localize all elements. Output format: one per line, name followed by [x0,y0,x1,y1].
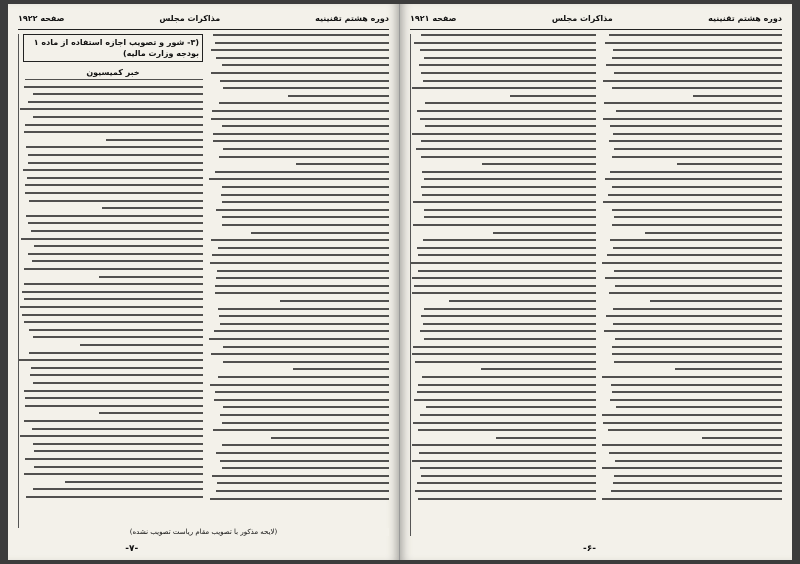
text-line [610,125,782,127]
text-line [223,148,389,150]
text-line [213,140,389,142]
text-line [271,437,389,439]
text-line [215,171,389,173]
text-line [424,57,595,59]
text-line [603,201,782,203]
text-line [222,467,389,469]
text-line [421,72,595,74]
text-line [412,444,595,446]
text-line [221,194,389,196]
text-line [602,414,782,416]
text-line [421,34,596,36]
text-line [602,262,782,264]
text-line [24,321,203,323]
text-line [412,87,596,89]
text-line [616,110,782,112]
text-line [29,329,203,331]
text-line [32,428,203,430]
right-page-column-right [602,34,783,536]
text-line [219,156,389,158]
text-line [288,95,389,97]
text-line [612,57,782,59]
text-line [613,49,782,51]
text-line [26,215,203,217]
text-line [645,232,782,234]
text-line [412,277,595,279]
text-line [615,460,782,462]
text-line [24,131,203,133]
text-line [612,209,782,211]
text-line [25,184,203,186]
text-line [419,452,596,454]
text-line [212,475,389,477]
text-line [218,308,389,310]
left-header-title: مذاکرات مجلس [159,13,221,23]
text-line [216,57,389,59]
text-line [677,163,782,165]
text-line [22,291,203,293]
text-line [418,384,596,386]
text-line [605,42,782,44]
text-line [215,292,389,294]
text-line [613,308,782,310]
text-line [611,384,782,386]
text-line [425,125,596,127]
text-line [29,352,203,354]
text-line [211,72,389,74]
text-line [420,49,595,51]
text-line [209,338,389,340]
text-line [33,488,203,490]
text-line [209,178,389,180]
text-line [216,490,389,492]
text-line [24,473,203,475]
text-line [65,481,203,483]
text-line [28,253,203,255]
text-line [24,283,203,285]
left-page-column-right [209,34,389,536]
text-line [610,171,782,173]
text-line [481,368,596,370]
text-line [650,300,782,302]
text-line [412,133,595,135]
text-line [420,414,595,416]
text-line [613,323,782,325]
text-line [25,124,203,126]
text-line [24,86,203,88]
text-line [418,254,595,256]
text-line [423,323,595,325]
text-line [411,262,595,264]
text-line [424,308,596,310]
text-line [610,239,782,241]
text-line [616,406,782,408]
text-line [213,429,389,431]
text-line [20,435,203,437]
text-line [420,118,595,120]
text-line [614,216,782,218]
text-line [223,361,389,363]
text-line [22,314,203,316]
text-line [25,405,203,407]
text-line [28,222,203,224]
text-line [223,87,389,89]
text-line [604,330,782,332]
text-line [25,397,203,399]
text-line [214,399,389,401]
text-line [102,207,203,209]
left-page [8,4,400,560]
text-line [413,224,596,226]
text-line [213,34,389,36]
text-line [30,374,203,376]
text-line [420,467,596,469]
text-line [222,64,389,66]
text-line [422,171,596,173]
page-number: -۶- [583,544,596,554]
right-page-column-left [410,34,596,536]
text-line [34,466,203,468]
text-line [25,192,203,194]
text-line [510,95,595,97]
text-line [496,437,596,439]
right-header-title: مذاکرات مجلس [551,13,613,23]
text-line [418,270,595,272]
text-line [602,376,782,378]
text-line [610,399,782,401]
text-line [215,391,389,393]
text-line [614,270,782,272]
text-line [424,209,596,211]
text-line [414,399,595,401]
text-line [675,368,782,370]
text-line [417,110,596,112]
right-page [400,4,792,560]
text-line [614,361,783,363]
text-line [609,292,782,294]
text-line [606,315,782,317]
text-line [80,344,203,346]
right-page-columns [410,34,782,536]
left-page-columns [18,34,389,536]
text-line [602,444,782,446]
text-line [449,300,595,302]
text-line [612,346,782,348]
text-line [28,101,203,103]
text-line [219,102,389,104]
text-line [613,133,782,135]
text-line [32,260,203,262]
text-line [211,239,389,241]
text-line [414,42,596,44]
text-line [607,254,782,256]
page-number: -۷- [125,544,139,554]
text-line [612,353,782,355]
text-line [412,353,596,355]
text-line [615,338,782,340]
text-line [421,140,596,142]
text-line [413,422,595,424]
final-note: (لایحه مذکور با تصویب مقام ریاست تصویب نشده) [18,528,389,536]
text-line [702,437,782,439]
text-line [416,148,596,150]
text-line [20,306,203,308]
text-line [423,239,596,241]
text-line [612,186,782,188]
text-line [26,496,203,498]
text-line [425,102,596,104]
text-line [24,390,203,392]
text-line [210,384,389,386]
text-line [417,247,596,249]
text-line [216,452,389,454]
text-line [613,247,782,249]
text-line [423,80,596,82]
text-line [31,230,203,232]
text-line [421,186,596,188]
text-line [19,359,203,361]
text-line [222,224,389,226]
text-line [608,194,782,196]
text-line [609,452,782,454]
text-line [608,429,782,431]
text-line [493,232,596,234]
text-line [211,118,389,120]
text-line [33,93,203,95]
text-line [28,162,203,164]
text-line [212,254,389,256]
text-line [603,80,782,82]
subsection-title: خبر کمیسیون [23,66,203,79]
text-line [615,285,782,287]
text-line [693,95,782,97]
text-line [99,412,203,414]
text-line [421,315,596,317]
text-line [602,467,782,469]
text-line [413,201,595,203]
text-line [421,475,596,477]
text-line [602,498,782,500]
text-line [612,391,782,393]
text-line [34,245,203,247]
text-line [605,178,782,180]
text-line [417,391,595,393]
text-block [209,34,389,536]
text-line [418,498,595,500]
text-line [612,156,782,158]
text-line [419,64,596,66]
text-line [609,140,782,142]
text-line [106,139,203,141]
text-line [220,460,389,462]
text-line [217,482,389,484]
text-line [606,64,782,66]
text-line [614,475,782,477]
text-line [424,338,596,340]
text-line [223,346,389,348]
text-line [222,125,389,127]
left-header-date: صفحه ۱۹۲۲ [18,13,65,23]
text-line [29,200,203,202]
right-page-header [410,10,782,30]
right-header-session: دوره هشتم تقنینیه [708,13,782,23]
text-line [212,110,389,112]
text-line [24,298,203,300]
text-line [34,450,203,452]
text-line [421,156,595,158]
text-line [27,177,203,179]
text-line [413,346,596,348]
text-line [23,169,203,171]
text-line [251,232,389,234]
text-line [220,414,389,416]
text-line [603,422,782,424]
text-line [418,429,595,431]
text-line [612,87,783,89]
text-line [214,330,389,332]
text-line [33,336,203,338]
right-header-date: صفحه ۱۹۲۱ [410,13,457,23]
text-line [211,353,389,355]
text-line [296,163,389,165]
text-line [217,270,389,272]
text-line [609,34,782,36]
text-line [99,276,203,278]
text-line [20,108,203,110]
text-line [216,277,389,279]
text-line [222,216,389,218]
text-line [24,420,203,422]
text-line [280,300,389,302]
text-line [412,292,596,294]
text-line [424,216,596,218]
text-line [415,490,595,492]
text-line [219,315,389,317]
text-line [28,154,203,156]
left-header-session: دوره هشتم تقنینیه [315,13,389,23]
text-line [603,118,782,120]
text-line [33,443,203,445]
text-line [31,367,203,369]
text-line [293,368,389,370]
text-line [215,42,389,44]
text-line [33,116,203,118]
book-spread [8,4,792,560]
section-title: (۳- شور و تصویب اجازه استفاده از ماده ۱ بودجه وزارت مالیه) [23,34,203,62]
text-line [218,247,389,249]
text-block [19,78,203,536]
text-line [210,262,389,264]
text-line [25,458,203,460]
text-block [602,34,783,536]
text-line [21,238,203,240]
text-line [211,49,389,51]
text-line [614,148,782,150]
text-line [33,382,203,384]
text-line [612,224,782,226]
text-line [604,102,782,104]
text-line [611,490,782,492]
text-line [218,376,389,378]
text-line [24,268,203,270]
text-line [482,163,595,165]
text-block [411,34,596,536]
text-line [414,285,596,287]
text-line [222,422,389,424]
text-line [420,330,595,332]
text-line [220,323,389,325]
text-line [210,498,389,500]
text-line [222,186,389,188]
text-line [614,72,782,74]
text-line [613,482,782,484]
text-line [220,80,389,82]
text-line [222,201,389,203]
text-line [412,460,596,462]
text-line [417,482,595,484]
text-line [215,285,390,287]
text-line [422,376,596,378]
text-line [424,178,596,180]
text-line [415,361,596,363]
text-line [213,133,389,135]
text-line [223,406,389,408]
left-page-column-left [18,34,203,536]
text-line [422,194,596,196]
text-line [605,277,782,279]
text-line [426,406,596,408]
left-page-header [18,10,389,30]
text-line [222,444,389,446]
text-line [26,146,203,148]
text-line [216,209,389,211]
